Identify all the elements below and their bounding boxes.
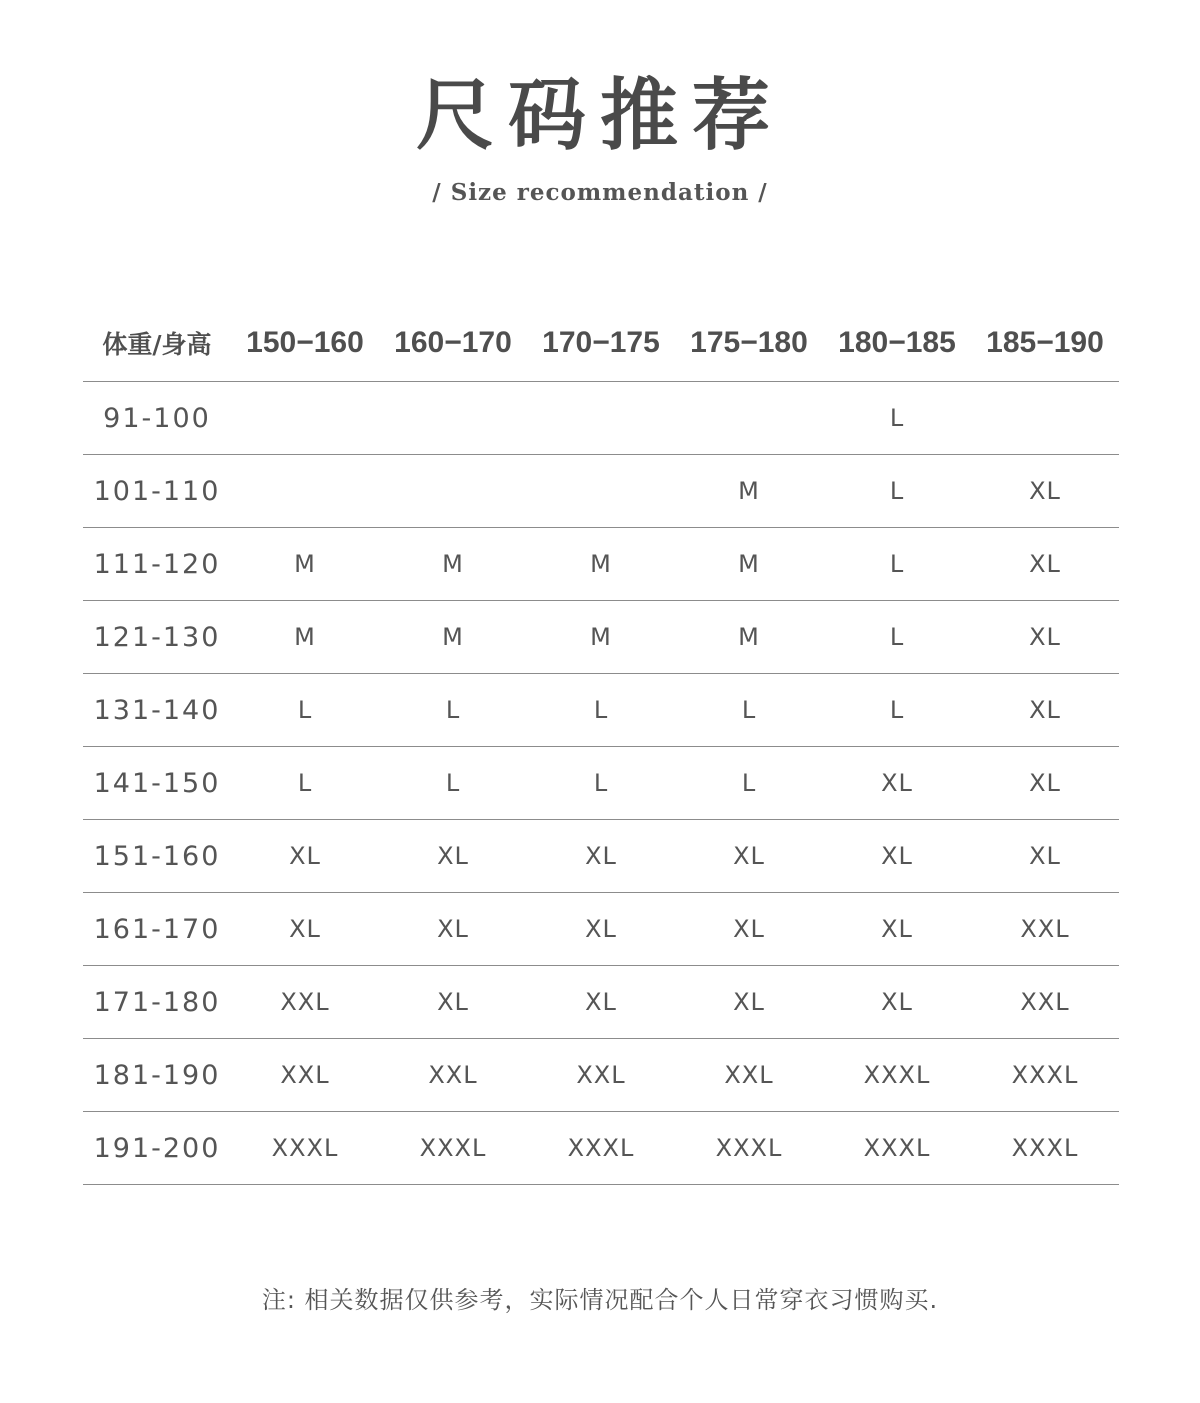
column-header-height-range: 180−185	[823, 305, 971, 382]
size-cell: M	[231, 528, 379, 601]
size-cell: XL	[231, 820, 379, 893]
footnote: 注: 相关数据仅供参考，实际情况配合个人日常穿衣习惯购买.	[261, 1286, 939, 1314]
size-cell	[231, 455, 379, 528]
size-cell: L	[379, 674, 527, 747]
page-title: 尺码推荐	[415, 71, 784, 161]
size-cell: XL	[379, 893, 527, 966]
column-header-height-range: 185−190	[971, 305, 1119, 382]
size-cell: XL	[527, 966, 675, 1039]
size-cell: XL	[231, 893, 379, 966]
size-cell: XL	[971, 820, 1119, 893]
size-cell: M	[675, 455, 823, 528]
size-cell	[527, 455, 675, 528]
size-cell: XL	[527, 893, 675, 966]
size-cell: XXXL	[971, 1039, 1119, 1112]
table-row	[83, 747, 1119, 820]
table-row	[83, 382, 1119, 455]
size-cell: XL	[971, 528, 1119, 601]
size-cell: XL	[379, 966, 527, 1039]
weight-range-cell: 141-150	[83, 747, 231, 820]
size-cell: L	[675, 747, 823, 820]
size-cell: L	[823, 455, 971, 528]
size-cell: XL	[379, 820, 527, 893]
column-header-height-range: 150−160	[231, 305, 379, 382]
size-cell: M	[527, 601, 675, 674]
weight-range-cell: 111-120	[83, 528, 231, 601]
column-header-height-range: 175−180	[675, 305, 823, 382]
size-cell: XXXL	[379, 1112, 527, 1185]
table-row	[83, 601, 1119, 674]
table-body	[83, 382, 1119, 1185]
weight-range-cell: 121-130	[83, 601, 231, 674]
size-cell: L	[527, 747, 675, 820]
weight-range-cell: 181-190	[83, 1039, 231, 1112]
size-cell: XL	[823, 747, 971, 820]
table-row	[83, 1112, 1119, 1185]
column-header-height-range: 160−170	[379, 305, 527, 382]
table-row	[83, 528, 1119, 601]
weight-range-cell: 161-170	[83, 893, 231, 966]
table-row	[83, 966, 1119, 1039]
size-cell: XL	[823, 820, 971, 893]
size-cell: M	[675, 528, 823, 601]
size-cell: XXL	[527, 1039, 675, 1112]
size-cell: XL	[823, 966, 971, 1039]
weight-range-cell: 151-160	[83, 820, 231, 893]
size-cell: L	[823, 528, 971, 601]
size-cell: XL	[675, 820, 823, 893]
size-cell	[971, 382, 1119, 455]
size-cell: XL	[971, 455, 1119, 528]
size-cell: XL	[971, 601, 1119, 674]
size-cell: XXL	[231, 1039, 379, 1112]
size-cell: L	[675, 674, 823, 747]
size-cell: M	[675, 601, 823, 674]
size-cell: XXL	[971, 893, 1119, 966]
size-cell: M	[527, 528, 675, 601]
weight-range-cell: 101-110	[83, 455, 231, 528]
page-subtitle: / Size recommendation /	[432, 179, 768, 206]
size-cell: L	[527, 674, 675, 747]
size-cell: M	[379, 601, 527, 674]
size-cell: L	[823, 674, 971, 747]
size-table	[83, 305, 1119, 1185]
size-cell: L	[823, 601, 971, 674]
weight-range-cell: 91-100	[83, 382, 231, 455]
size-cell: L	[823, 382, 971, 455]
size-cell: M	[231, 601, 379, 674]
weight-range-cell: 191-200	[83, 1112, 231, 1185]
size-cell: XXXL	[971, 1112, 1119, 1185]
table-row	[83, 820, 1119, 893]
size-cell: XL	[971, 747, 1119, 820]
table-row	[83, 455, 1119, 528]
size-cell: L	[379, 747, 527, 820]
table-header-row	[83, 305, 1119, 382]
size-cell: XXL	[379, 1039, 527, 1112]
size-cell: L	[231, 747, 379, 820]
size-cell: XXL	[231, 966, 379, 1039]
size-cell: XXXL	[527, 1112, 675, 1185]
weight-range-cell: 131-140	[83, 674, 231, 747]
size-cell: XXL	[675, 1039, 823, 1112]
size-cell: XXXL	[823, 1112, 971, 1185]
table-row	[83, 893, 1119, 966]
size-cell: M	[379, 528, 527, 601]
size-cell: XXXL	[823, 1039, 971, 1112]
table-row	[83, 674, 1119, 747]
size-cell: L	[231, 674, 379, 747]
size-cell: XL	[527, 820, 675, 893]
size-cell: XXXL	[231, 1112, 379, 1185]
size-cell	[527, 382, 675, 455]
size-cell: XL	[823, 893, 971, 966]
size-cell: XL	[675, 966, 823, 1039]
size-cell	[675, 382, 823, 455]
size-cell: XL	[971, 674, 1119, 747]
size-cell: XL	[675, 893, 823, 966]
column-header-weight-height: 体重/身高	[83, 305, 231, 382]
size-cell: XXXL	[675, 1112, 823, 1185]
size-cell	[231, 382, 379, 455]
size-cell	[379, 455, 527, 528]
weight-range-cell: 171-180	[83, 966, 231, 1039]
column-header-height-range: 170−175	[527, 305, 675, 382]
size-cell: XXL	[971, 966, 1119, 1039]
size-cell	[379, 382, 527, 455]
table-row	[83, 1039, 1119, 1112]
